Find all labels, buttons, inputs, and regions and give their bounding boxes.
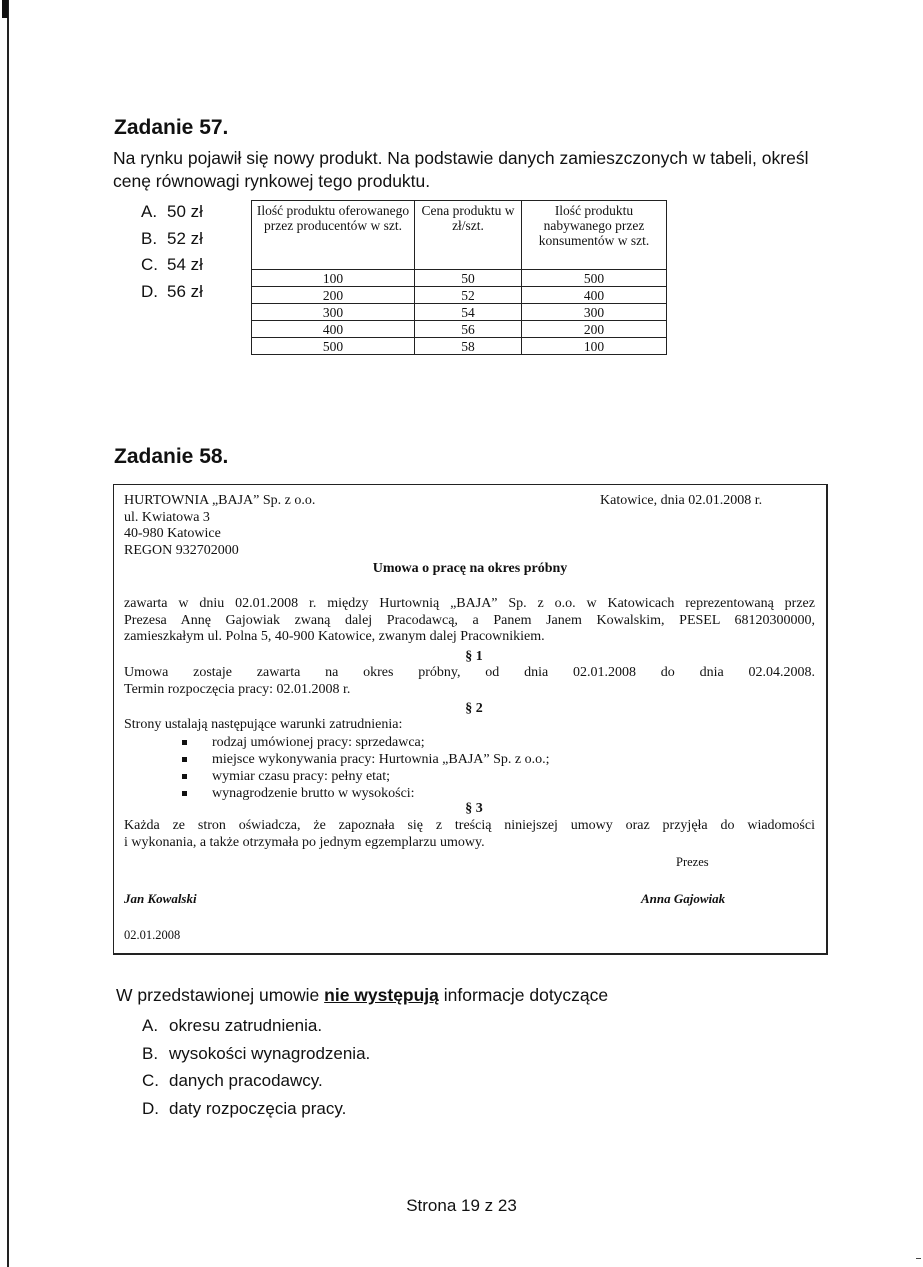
task-57-options: [141, 202, 203, 308]
paragraph-1-label: § 1: [465, 649, 483, 664]
bullet-icon: [182, 791, 187, 796]
task-57-option-c[interactable]: C. 54 zł: [141, 255, 203, 274]
company-name: HURTOWNIA „BAJA” Sp. z o.o.: [124, 493, 316, 508]
page-number: Strona 19 z 23: [406, 1196, 517, 1215]
company-street: ul. Kwiatowa 3: [124, 509, 210, 525]
contract-intro: zawarta w dniu 02.01.2008 r. między Hurtownią „BAJA” Sp. z o.o. w Katowicach reprezentowaną przez Prezesa Annę Gajowiak zwaną dalej Pracodawcą, a Panem Janem Kowalskim, PESEL 68120300000, zamieszkałym ul. Polna 5, 40-900 Katowice, zwanym dalej Pracownikiem.: [124, 596, 815, 644]
place-date: Katowice, dnia 02.01.2008 r.: [600, 493, 763, 508]
list-item: wymiar czasu pracy: pełny etat;: [172, 769, 549, 786]
sign-date: 02.01.2008: [124, 928, 181, 942]
company-regon: REGON 932702000: [124, 542, 239, 558]
scan-edge-tick: [916, 1258, 921, 1259]
task-58-options: [142, 1016, 370, 1126]
bullet-icon: [182, 774, 187, 779]
table-row: 200 52 400: [252, 287, 667, 304]
task-58-question: W przedstawionej umowie nie występują informacje dotyczące: [116, 985, 609, 1005]
list-item: miejsce wykonywania pracy: Hurtownia „BAJA” Sp. z o.o.;: [172, 752, 549, 769]
company-city: 40-980 Katowice: [124, 526, 221, 541]
paragraph-2-label: § 2: [465, 701, 483, 716]
table-header-price: Cena produktu w zł/szt.: [415, 201, 522, 270]
employment-contract: [113, 484, 828, 955]
table-header-row: [252, 201, 667, 270]
task-57-option-b[interactable]: B. 52 zł: [141, 228, 203, 248]
scan-edge-mark: [2, 0, 8, 18]
table-row: 400 56 200: [252, 321, 667, 338]
paragraph-1: Umowa zostaje zawarta na okres próbny, od dnia 02.01.2008 do dnia 02.04.2008. Termin rozpoczęcia pracy: 02.01.2008 r.: [124, 665, 815, 697]
bullet-icon: [182, 757, 187, 762]
list-item: wynagrodzenie brutto w wysokości:: [172, 786, 549, 803]
task-57-title: Zadanie 57.: [114, 116, 229, 139]
task-58-title: Zadanie 58.: [114, 445, 229, 468]
contract-title: Umowa o pracę na okres próbny: [372, 561, 568, 576]
task-58-option-d[interactable]: D. daty rozpoczęcia pracy.: [142, 1098, 347, 1118]
employment-conditions-list: [172, 735, 549, 803]
supply-demand-table: [251, 200, 667, 355]
paragraph-3-label: § 3: [465, 801, 483, 816]
table-header-supply: Ilość produktu oferowanego przez producentów w szt.: [252, 201, 415, 270]
task-58-option-b[interactable]: B. wysokości wynagrodzenia.: [142, 1043, 371, 1063]
task-57-question: Na rynku pojawił się nowy produkt. Na podstawie danych zamieszczonych w tabeli, określ cenę równowagi rynkowej tego produktu.: [113, 148, 809, 191]
table-row: 300 54 300: [252, 304, 667, 321]
bullet-icon: [182, 740, 187, 745]
table-row: 100 50 500: [252, 270, 667, 287]
task-57-option-d[interactable]: D. 56 zł: [141, 281, 203, 301]
table-row: 500 58 100: [252, 338, 667, 355]
question-emphasis: nie występują: [324, 985, 439, 1005]
paragraph-2-intro: Strony ustalają następujące warunki zatrudnienia:: [124, 717, 403, 732]
president-label: Prezes: [676, 855, 709, 869]
list-item: rodzaj umówionej pracy: sprzedawca;: [172, 735, 549, 752]
task-57-option-a[interactable]: A. 50 zł: [141, 202, 203, 221]
company-header: [124, 493, 315, 559]
scan-edge-line: [7, 0, 9, 1267]
paragraph-3: Każda ze stron oświadcza, że zapoznała się z treścią niniejszej umowy oraz przyjęła do wiadomości i wykonania, a także otrzymała po jednym egzemplarzu umowy.: [124, 818, 815, 850]
employer-signature: Anna Gajowiak: [641, 891, 726, 906]
task-58-option-c[interactable]: C. danych pracodawcy.: [142, 1071, 323, 1090]
table-header-demand: Ilość produktu nabywanego przez konsumentów w szt.: [522, 201, 667, 270]
task-58-option-a[interactable]: A. okresu zatrudnienia.: [142, 1016, 323, 1035]
employee-signature: Jan Kowalski: [124, 891, 197, 906]
